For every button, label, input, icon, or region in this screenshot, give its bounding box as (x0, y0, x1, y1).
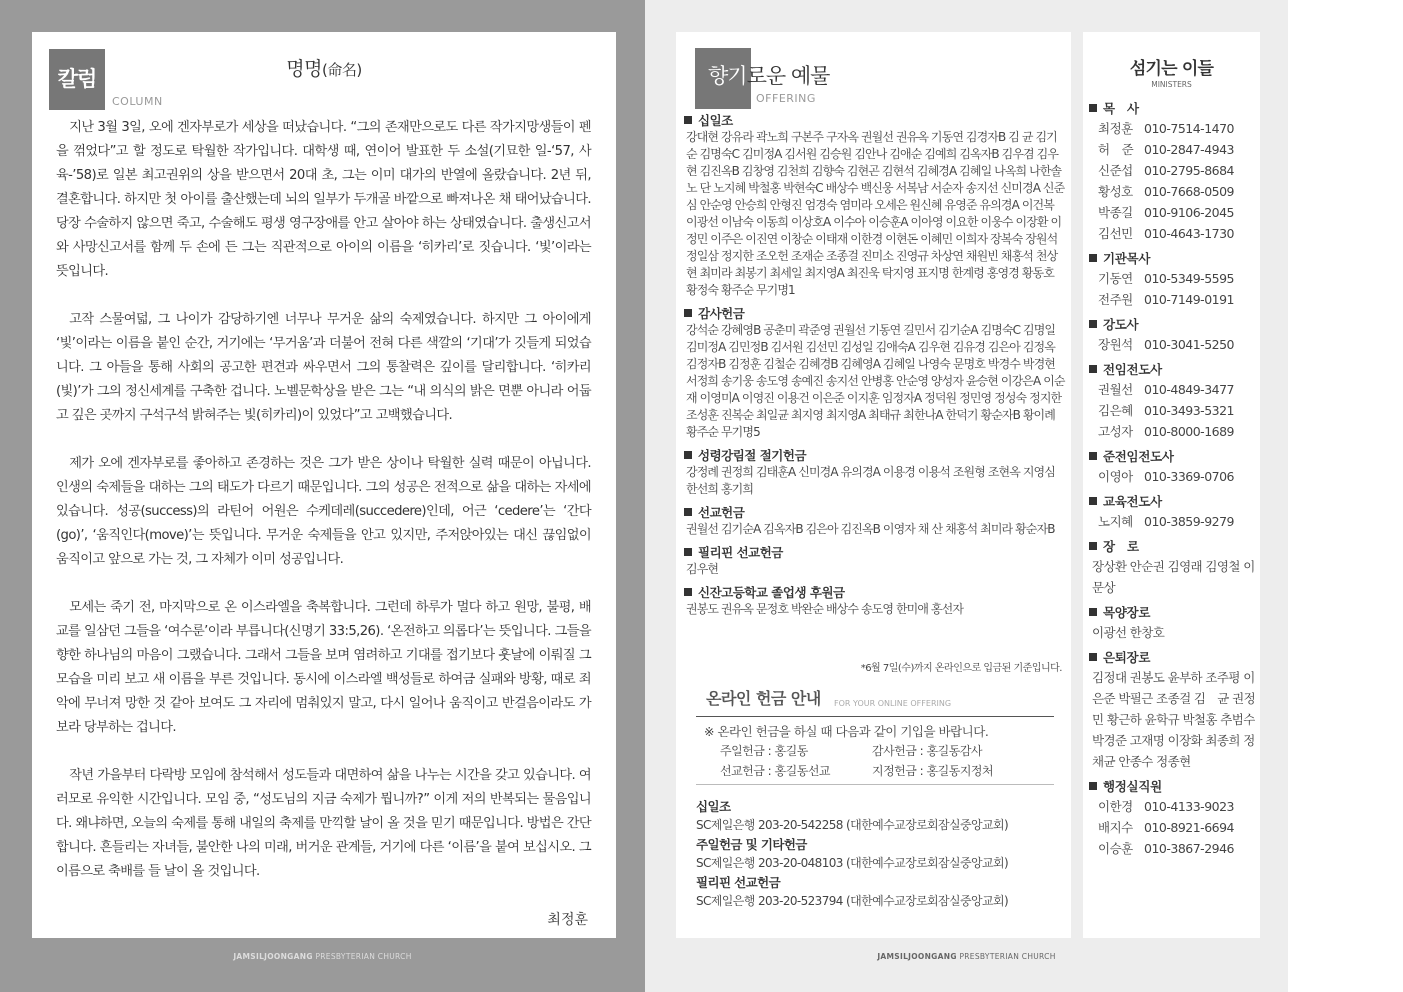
minister-name: 장원석 (1098, 337, 1133, 352)
bullet-square-icon (1089, 782, 1097, 790)
minister-entry (1089, 379, 1257, 400)
bullet-square-icon (684, 309, 692, 317)
bullet-square-icon (684, 116, 692, 124)
minister-phone: 010-9106-2045 (1144, 205, 1235, 220)
minister-entry (1089, 466, 1257, 487)
online-offering-title: 온라인 헌금 안내 (706, 689, 821, 708)
ministers-group (1089, 493, 1257, 532)
column-title-hanja: (命名) (322, 61, 362, 79)
minister-entry (1089, 796, 1257, 817)
bullet-square-icon (1089, 254, 1097, 262)
column-paragraph: 모세는 죽기 전, 마지막으로 온 이스라엘을 축복합니다. 그런데 하루가 멀다 하고 원망, 불평, 배교를 일삼던 그들을 ‘여수룬’이라 부릅니다(신명기 33:5,26). ‘온전하고 의롭다’는 뜻입니다. 그들을 향한 하나님의 마음이 그랬습니다. 그래서 그들을 보며 염려하고 기대를 접기보다 훗날에 이뤄질 그 모습을 미리 보고 새 이름을 부른 것입니다. 동시에 이스라엘 백성들로 하여금 실패와 방황, 때로 죄악에 무너져 망한 것 같아 보여도 그 자리에 멈춰있지 말고, 다시 일어나 움직이고 반걸음이라도 가보라 당부하는 겁니다. (56, 600, 591, 735)
minister-name: 신준섭 (1098, 163, 1133, 178)
divider (696, 716, 1054, 717)
offering-section (684, 544, 1066, 578)
elder-names: 장상환 안순권 김영래 김영철 이문상 (1092, 559, 1255, 595)
ministers-subtitle: MINISTERS (1151, 80, 1192, 89)
ministers-group (1089, 361, 1257, 442)
footer-right (645, 952, 1288, 961)
ministers-group-heading: 행정실직원 (1089, 778, 1257, 796)
column-subtitle: COLUMN (112, 95, 163, 108)
column-paragraph: 작년 가을부터 다락방 모임에 참석해서 성도들과 대면하여 삶을 나누는 시간을 갖고 있습니다. 여러모로 유익한 시간입니다. 모임 중, “성도님의 지금 숙제가 뭡니까?” 이게 저의 반복되는 물음입니다. 왜냐하면, 오늘의 숙제를 통해 내일의 축제를 만끽할 날이 올 것을 믿기 때문입니다. 방법은 간단합니다. 흔들리는 자녀들, 불안한 나의 미래, 버거운 관계들, 거기에 다른 ‘이름’을 붙여 보십시오. 그 이름으로 축배를 들 날이 올 것입니다. (56, 768, 591, 879)
bank-account-number: SC제일은행 203-20-048103 (대한예수교장로회잠실중앙교회) (696, 856, 1009, 870)
minister-name: 전주원 (1098, 292, 1133, 307)
online-offering-intro: ※ 온라인 헌금을 하실 때 다음과 같이 기입을 바랍니다. (704, 724, 989, 739)
minister-entry (1089, 289, 1257, 310)
offering-section-names: 권월선 김기순A 김옥자B 김은아 김진옥B 이영자 채 산 채홍석 최미라 황순자B (686, 522, 1055, 536)
minister-entry (1089, 181, 1257, 202)
bank-account (696, 835, 1008, 873)
ministers-group (1089, 649, 1257, 772)
bank-account-number: SC제일은행 203-20-523794 (대한예수교장로회잠실중앙교회) (696, 894, 1009, 908)
minister-name: 노지혜 (1098, 514, 1133, 529)
minister-name: 김선민 (1098, 226, 1133, 241)
ministers-group-heading: 은퇴장로 (1089, 649, 1257, 667)
ministers-group (1089, 100, 1257, 244)
offering-section-names: 권봉도 권유옥 문정호 박완순 배상수 송도영 한미애 홍선자 (686, 602, 964, 616)
minister-name: 박종길 (1098, 205, 1133, 220)
minister-phone: 010-8000-1689 (1144, 424, 1235, 439)
minister-entry (1089, 838, 1257, 859)
minister-entry (1089, 421, 1257, 442)
bank-account-title: 십일조 (696, 799, 731, 814)
offering-section (684, 504, 1066, 538)
minister-name: 황성호 (1098, 184, 1133, 199)
bank-account (696, 873, 1008, 911)
offering-section-names: 강정례 권정희 김태훈A 신미경A 유의경A 이용경 이용석 조원형 조현옥 지영심 한선희 홍기희 (686, 465, 1055, 496)
ministers-title: 섬기는 이들 (1129, 59, 1214, 79)
ministers-group (1089, 448, 1257, 487)
footer-brand-bold: JAMSILJOONGANG (233, 952, 313, 961)
offering-title (708, 60, 829, 90)
divider (696, 784, 1054, 785)
minister-name: 김은혜 (1098, 403, 1133, 418)
minister-name: 권월선 (1098, 382, 1133, 397)
ministers-group-heading: 목양장로 (1089, 604, 1257, 622)
column-body (56, 116, 591, 908)
bullet-square-icon (1089, 320, 1097, 328)
online-offering-example-row (720, 762, 1040, 779)
offering-section-names: 김우현 (686, 562, 719, 576)
minister-entry (1089, 334, 1257, 355)
column-title (32, 54, 616, 81)
footer-brand-rest: PRESBYTERIAN CHURCH (312, 952, 412, 961)
bullet-square-icon (1089, 365, 1097, 373)
elder-names: 김정대 권봉도 윤부하 조주평 이은준 박필근 조종걸 김 균 권정민 황근하 윤학규 박철홍 추범수 박경준 고재명 이장화 최종희 정채균 안종수 정종현 (1092, 670, 1256, 769)
minister-phone: 010-3867-2946 (1144, 841, 1235, 856)
ministers-group-heading: 목 사 (1089, 100, 1257, 118)
offering-title-rest: 로운 예물 (746, 64, 830, 88)
ministers-group-heading: 교육전도사 (1089, 493, 1257, 511)
bank-account-title: 필리핀 선교헌금 (696, 875, 781, 890)
minister-name: 허 준 (1098, 142, 1134, 157)
minister-entry (1089, 118, 1257, 139)
minister-phone: 010-7668-0509 (1144, 184, 1235, 199)
ministers-list (1089, 100, 1257, 865)
online-offering-example: 지정헌금 : 홍길동지정처 (872, 764, 994, 778)
minister-entry (1089, 268, 1257, 289)
footer-brand-bold: JAMSILJOONGANG (877, 952, 957, 961)
offering-section-heading: 감사헌금 (684, 305, 1066, 322)
ministers-group (1089, 538, 1257, 598)
minister-phone: 010-3041-5250 (1144, 337, 1235, 352)
bank-account-number: SC제일은행 203-20-542258 (대한예수교장로회잠실중앙교회) (696, 818, 1009, 832)
bullet-square-icon (1089, 542, 1097, 550)
offering-section-heading: 성령강림절 절기헌금 (684, 447, 1066, 464)
minister-name: 기동연 (1098, 271, 1133, 286)
column-paragraph: 제가 오에 겐자부로를 좋아하고 존경하는 것은 그가 받은 상이나 탁월한 실력 때문이 아닙니다. 인생의 숙제들을 대하는 그의 태도가 다르기 때문입니다. 그의 성공은 전적으로 삶을 대하는 자세에 있습니다. 성공(success)의 라틴어 어원은 수케데레(succedere)인데, 어근 ‘cedere’는 ‘간다(go)’, ‘움직인다(move)’는 뜻입니다. 무거운 숙제들을 안고 있지만, 주저앉아있는 대신 끊임없이 움직이고 앞으로 가는 것, 그 자체가 이미 성공입니다. (56, 456, 591, 567)
column-paragraph: 지난 3월 3일, 오에 겐자부로가 세상을 떠났습니다. “그의 존재만으로도 다른 작가지망생들이 펜을 꺾었다”고 할 정도로 탁월한 작가입니다. 대학생 때, 연이어 발표한 두 소설(기묘한 일-‘57, 사육-’58)로 일본 최고권위의 상을 받으면서 20대 초, 그는 이미 대가의 반열에 올랐습니다. 2년 뒤, 결혼합니다. 하지만 첫 아이를 출산했는데 뇌의 일부가 두개골 바깥으로 빠져나온 채 태어났습니다. 당장 수술하지 않으면 죽고, 수술해도 평생 영구장애를 안고 살아야 하는 상태였습니다. 출생신고서와 사망신고서를 함께 두 손에 든 그는 직관적으로 아이의 이름을 ‘히카리’로 짓습니다. ‘빛’이라는 뜻입니다. (56, 120, 591, 279)
offering-page (676, 32, 1071, 938)
offering-section-heading: 신잔고등학교 졸업생 후원금 (684, 584, 1066, 601)
bullet-square-icon (1089, 104, 1097, 112)
online-offering-example: 감사헌금 : 홍길동감사 (872, 744, 983, 758)
bullet-square-icon (684, 548, 692, 556)
offering-list (684, 112, 1066, 624)
minister-entry (1089, 139, 1257, 160)
minister-phone: 010-4133-9023 (1144, 799, 1235, 814)
minister-name: 고성자 (1098, 424, 1133, 439)
minister-phone: 010-3493-5321 (1144, 403, 1235, 418)
offering-subtitle: OFFERING (756, 92, 816, 105)
ministers-page (1083, 32, 1260, 938)
bullet-square-icon (1089, 452, 1097, 460)
ministers-group (1089, 316, 1257, 355)
elder-names: 이광선 한창호 (1092, 625, 1165, 640)
minister-phone: 010-8921-6694 (1144, 820, 1235, 835)
minister-phone: 010-7149-0191 (1144, 292, 1235, 307)
footer-left (0, 952, 645, 961)
column-badge: 칼럼 (49, 49, 105, 110)
minister-phone: 010-2795-8684 (1144, 163, 1235, 178)
ministers-group-heading: 준전임전도사 (1089, 448, 1257, 466)
column-paragraph: 고작 스물여덟, 그 나이가 감당하기엔 너무나 무거운 삶의 숙제였습니다. 하지만 그 아이에게 ‘빛’이라는 이름을 붙인 순간, 거기에는 ‘무거움’과 더불어 전혀 다른 색깔의 ‘기대’가 깃들게 되었습니다. 그 아들을 통해 사회의 공고한 편견과 싸우면서 그의 통찰력은 깊이를 달리합니다. ‘히카리(빛)’가 그의 정신세계를 구축한 겁니다. 노벨문학상을 받은 그는 “내 의식의 밝은 면뿐 아니라 어둡고 깊은 곳까지 구석구석 밝혀주는 빛(히카리)이 있었다”고 고백했습니다. (56, 312, 591, 423)
online-offering-example: 주일헌금 : 홍길동 (720, 744, 808, 758)
ministers-group (1089, 250, 1257, 310)
bullet-square-icon (684, 508, 692, 516)
bank-account (696, 797, 1008, 835)
bullet-square-icon (684, 588, 692, 596)
minister-name: 최정훈 (1098, 121, 1133, 136)
minister-name: 이한경 (1098, 799, 1133, 814)
bank-account-title: 주일헌금 및 기타헌금 (696, 837, 807, 852)
online-offering-subtitle: FOR YOUR ONLINE OFFERING (834, 699, 952, 708)
minister-entry (1089, 511, 1257, 532)
minister-name: 이영아 (1098, 469, 1133, 484)
minister-entry (1089, 223, 1257, 244)
ministers-group (1089, 604, 1257, 643)
minister-name: 배지수 (1098, 820, 1133, 835)
column-title-text: 명명 (286, 58, 322, 80)
ministers-group-heading: 강도사 (1089, 316, 1257, 334)
offering-section (684, 584, 1066, 618)
offering-section (684, 305, 1066, 441)
minister-entry (1089, 160, 1257, 181)
minister-phone: 010-4643-1730 (1144, 226, 1235, 241)
minister-phone: 010-3859-9279 (1144, 514, 1235, 529)
ministers-group (1089, 778, 1257, 859)
online-offering-example-row (720, 742, 1040, 759)
offering-section-names: 강석순 강혜영B 공춘미 곽준영 권월선 기동연 길민서 김기순A 김명숙C 김명일 김미정A 김민정B 김서원 김선민 김성일 김애숙A 김우현 김유경 김은아 김정옥 김정자B 김정훈 김철순 김혜경B 김혜영A 김혜일 나영숙 문명호 박경수 박경현 서정희 송기웅 송도영 송예진 송지선 안병홍 안순영 양성자 윤승현 이강은A 이순재 이영미A 이영진 이용건 이은준 이지훈 임정자A 정덕원 정민영 정성숙 정지한 조성훈 진복순 최일균 최지영 최지영A 최태규 최한나A 한덕기 황순자B 황이례 황주순 무기명5 (686, 323, 1065, 439)
offering-section (684, 447, 1066, 498)
minister-entry (1089, 400, 1257, 421)
bullet-square-icon (684, 451, 692, 459)
minister-phone: 010-5349-5595 (1144, 271, 1235, 286)
bullet-square-icon (1089, 608, 1097, 616)
offering-section-heading: 십일조 (684, 112, 1066, 129)
column-page (32, 32, 616, 938)
footer-brand-rest: PRESBYTERIAN CHURCH (956, 952, 1056, 961)
offering-section-heading: 선교헌금 (684, 504, 1066, 521)
minister-entry (1089, 202, 1257, 223)
offering-section (684, 112, 1066, 299)
minister-name: 이승훈 (1098, 841, 1133, 856)
offering-note: *6월 7일(수)까지 온라인으로 입금된 기준입니다. (860, 663, 1062, 674)
minister-phone: 010-4849-3477 (1144, 382, 1235, 397)
column-author: 최정훈 (547, 912, 588, 928)
minister-phone: 010-3369-0706 (1144, 469, 1235, 484)
online-offering-example: 선교헌금 : 홍길동선교 (720, 764, 831, 778)
bullet-square-icon (1089, 497, 1097, 505)
bullet-square-icon (1089, 653, 1097, 661)
minister-phone: 010-2847-4943 (1144, 142, 1235, 157)
ministers-group-heading: 기관목사 (1089, 250, 1257, 268)
offering-section-heading: 필리핀 선교헌금 (684, 544, 1066, 561)
minister-entry (1089, 817, 1257, 838)
offering-section-names: 강대현 강유라 곽노희 구본주 구자옥 권월선 권유옥 기동연 김경자B 김 균 김기순 김명숙C 김미정A 김서원 김승원 김안나 김애순 김예희 김옥자B 김우겸 김우현 김진옥B 김창영 김천희 김향숙 김현곤 김현석 김혜경A 김혜일 나옥희 나한솔 노 단 노지혜 박철홍 박현숙C 배상수 백신웅 서복남 서순자 송지선 신미경A 신준심 안순영 안승희 안형진 엄경숙 염미라 오세은 원신혜 유영준 유의경A 이건복 이광선 이남숙 이동희 이상호A 이수아 이승훈A 이아영 이요한 이웅수 이장환 이정민 이주은 이진연 이창순 이태재 이한경 이현돈 이혜민 이희자 장복숙 장원석 정일삼 정지한 조오헌 조재순 조종걸 진미소 진영규 차상연 채원빈 채홍석 천상현 최미라 최봉기 최세일 최지영A 최진욱 탁지영 표지명 한계령 홍영경 황동호 황정숙 황주순 무기명1 (686, 130, 1065, 297)
ministers-group-heading: 장 로 (1089, 538, 1257, 556)
offering-title-highlight: 향기 (708, 64, 747, 88)
minister-phone: 010-7514-1470 (1144, 121, 1235, 136)
ministers-group-heading: 전임전도사 (1089, 361, 1257, 379)
